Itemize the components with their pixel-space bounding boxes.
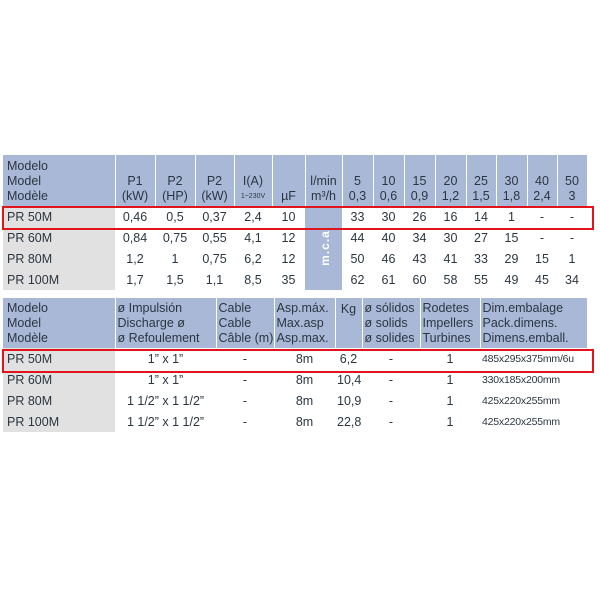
head-value: 50 (350, 251, 365, 266)
capacitor-value: 12 (281, 230, 296, 245)
head-value: 34 (412, 230, 427, 245)
flow-header: 20 1,2 (435, 155, 466, 206)
p1-value: 0,46 (122, 209, 148, 224)
discharge-value: 1” x 1” (147, 372, 184, 387)
head-value: 41 (443, 251, 458, 266)
p2-hp-value: 0,5 (166, 209, 184, 224)
amperage-value: 4,1 (244, 230, 262, 245)
head-value: 33 (350, 209, 365, 224)
head-value: 1 (508, 209, 515, 224)
model-name: PR 60M (3, 369, 115, 390)
weight-value: 10,4 (337, 372, 362, 387)
max-suction-value: 8m (295, 414, 314, 429)
head-value: 49 (504, 272, 519, 287)
flow-header: 25 1,5 (466, 155, 496, 206)
flow-header: 10 0,6 (373, 155, 404, 206)
head-value: 30 (443, 230, 458, 245)
max-suction-value: 8m (295, 393, 314, 408)
weight-value: 6,2 (339, 351, 358, 366)
amperage-value: 8,5 (244, 272, 262, 287)
capacitor-value: 12 (281, 251, 296, 266)
highlight-box-pr50m-specifications (2, 349, 594, 373)
p2-hp-header: P2 (HP) (155, 155, 195, 206)
head-value: 14 (474, 209, 488, 224)
impellers-value: 1 (446, 351, 454, 366)
p2-hp-value: 0,75 (162, 230, 188, 245)
mca-label: m.c.a (305, 206, 342, 290)
pack-dimensions-value: 330x185x200mm (482, 373, 560, 386)
head-value: 43 (412, 251, 427, 266)
head-value: - (569, 230, 575, 245)
discharge-header: ø Impulsión Discharge ø ø Refoulement (115, 298, 216, 348)
table-row (3, 269, 587, 290)
head-value: 16 (443, 209, 458, 224)
head-value: - (539, 209, 545, 224)
highlight-box-pr50m-performance (2, 206, 594, 230)
p1-value: 1,2 (126, 251, 144, 266)
amperage-value: 6,2 (244, 251, 262, 266)
model-name: PR 80M (3, 390, 115, 411)
head-value: 27 (474, 230, 488, 245)
solids-value: - (388, 351, 394, 366)
solids-header: ø sólidos ø solids ø solides (362, 298, 420, 348)
p1-value: 1,7 (126, 272, 144, 287)
flow-header: 40 2,4 (527, 155, 557, 206)
head-value: 60 (412, 272, 427, 287)
model-name: PR 50M (3, 348, 115, 369)
cable-value: - (242, 414, 248, 429)
max-suction-value: 8m (295, 372, 314, 387)
flow-header: 5 0,3 (342, 155, 373, 206)
p2-kw-value: 0,37 (202, 209, 227, 224)
table-row (3, 390, 587, 411)
cable-value: - (242, 393, 248, 408)
p2-kw-value: 0,55 (202, 230, 227, 245)
p2-kw-value: 0,75 (202, 251, 227, 266)
p1-value: 0,84 (122, 230, 148, 245)
discharge-value: 1” x 1” (147, 351, 184, 366)
performance-header-row (3, 155, 587, 206)
capacitor-value: 10 (281, 209, 296, 224)
impellers-header: Rodetes Impellers Turbines (420, 298, 480, 348)
cable-value: - (242, 372, 248, 387)
solids-value: - (388, 393, 394, 408)
model-name: PR 50M (3, 206, 115, 227)
solids-value: - (388, 414, 394, 429)
capacitor-value: 35 (281, 272, 296, 287)
impellers-value: 1 (446, 414, 454, 429)
cable-header: Cable Cable Câble (m) (216, 298, 274, 348)
head-value: 44 (350, 230, 365, 245)
cable-value: - (242, 351, 248, 366)
head-value: 26 (412, 209, 427, 224)
table-row (3, 248, 587, 269)
discharge-value: 1 1/2” x 1 1/2” (126, 414, 205, 429)
table-row (3, 411, 587, 432)
head-value: 61 (381, 272, 396, 287)
head-value: 46 (381, 251, 396, 266)
weight-value: 10,9 (337, 393, 362, 408)
p1-header: P1 (kW) (115, 155, 155, 206)
head-value: - (539, 230, 545, 245)
solids-value: - (388, 372, 394, 387)
p2-hp-value: 1,5 (166, 272, 184, 287)
head-value: 15 (504, 230, 519, 245)
model-name: PR 60M (3, 227, 115, 248)
p2-hp-value: 1 (171, 251, 179, 266)
table-row (3, 227, 587, 248)
model-header: Modelo Model Modèle (3, 155, 115, 206)
impellers-value: 1 (446, 372, 454, 387)
head-value: 40 (381, 230, 396, 245)
model-header: Modelo Model Modèle (3, 298, 115, 348)
pack-dimensions-header: Dim.embalage Pack.dimens. Dimens.emball. (480, 298, 587, 348)
flow-header: 15 0,9 (404, 155, 435, 206)
specifications-header-row (3, 298, 587, 348)
head-value: 62 (350, 272, 365, 287)
p2-kw-value: 1,1 (205, 272, 224, 287)
flow-header: 30 1,8 (496, 155, 527, 206)
amperage-header: I(A) 1~230V (234, 155, 272, 206)
head-value: - (569, 209, 575, 224)
head-value: 15 (535, 251, 549, 266)
head-value: 34 (565, 272, 579, 287)
pack-dimensions-value: 425x220x255mm (482, 394, 560, 407)
head-value: 1 (568, 251, 576, 266)
model-name: PR 100M (3, 411, 115, 432)
max-suction-header: Asp.máx. Max.asp Asp.max. (274, 298, 335, 348)
p2-kw-header: P2 (kW) (195, 155, 234, 206)
head-value: 30 (381, 209, 396, 224)
pack-dimensions-value: 485x295x375mm/6u (482, 352, 574, 365)
amperage-value: 2,4 (244, 209, 262, 224)
head-value: 45 (535, 272, 549, 287)
pack-dimensions-value: 425x220x255mm (482, 415, 560, 428)
capacitor-header: µF (272, 155, 305, 206)
head-value: 29 (504, 251, 519, 266)
head-value: 58 (443, 272, 458, 287)
flow-unit-header: l/min m³/h (305, 155, 342, 206)
head-value: 33 (474, 251, 488, 266)
head-value: 55 (474, 272, 488, 287)
model-name: PR 80M (3, 248, 115, 269)
weight-header: Kg (335, 298, 362, 348)
weight-value: 22,8 (337, 414, 362, 429)
flow-header: 50 3 (557, 155, 587, 206)
impellers-value: 1 (446, 393, 454, 408)
max-suction-value: 8m (295, 351, 314, 366)
model-name: PR 100M (3, 269, 115, 290)
discharge-value: 1 1/2” x 1 1/2” (126, 393, 205, 408)
